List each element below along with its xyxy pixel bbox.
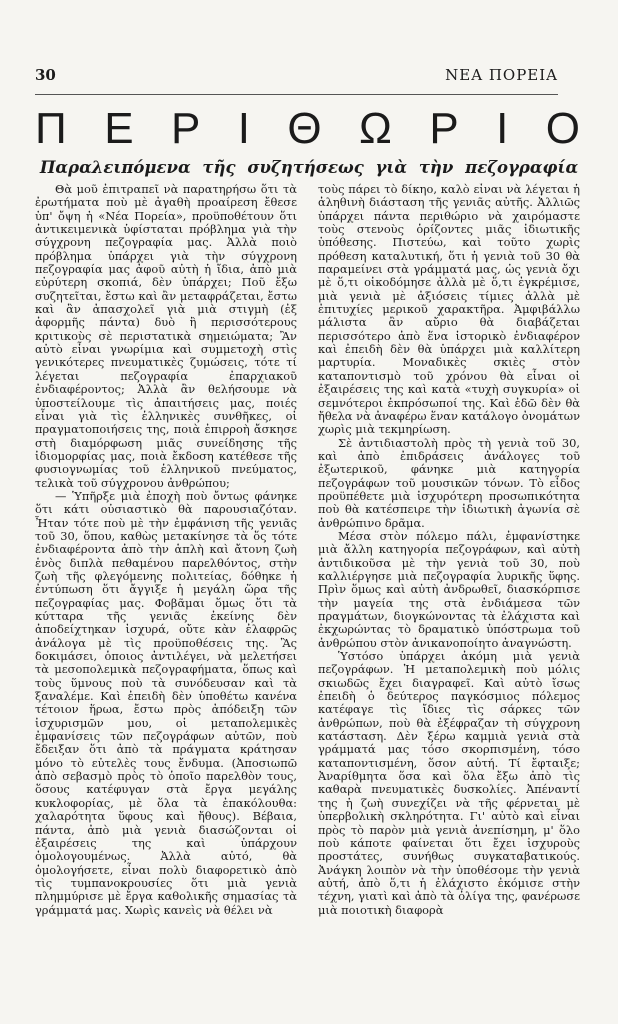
section-title-letter: Ω bbox=[359, 104, 392, 153]
section-title-letter: Ρ bbox=[170, 104, 201, 153]
paragraph: Μέσα στὸν πόλεμο πάλι, ἐμφανίστηκε μιὰ ἄλλη κατηγορία πεζογράφων, καὶ αὐτὴ ἀντιδικοῦσα μὲ τὴν γενιὰ τοῦ 30, ποὺ καλλιέργησε μιὰ πεζογραφία λυρικῆς ὕφης. Πρὶν ὅμως καὶ αὐτὴ ἀνδρωθεῖ, διασκόρπισε τὴν μαγεία της στὰ ἐνδιάμεσα τῶν πραγμάτων, διογκώνοντας τὰ ἐλάχιστα καὶ ἐκχωρώντας τὸ δραματικὸ ὑπόστρωμα τοῦ ἀνθρώπου στὸν ἀνικανοποίητο ἀναγνώστη. bbox=[318, 528, 580, 650]
paragraph: — Ὑπῆρξε μιὰ ἐποχὴ ποὺ ὄντως φάνηκε ὅτι κάτι οὐσιαστικὸ θὰ παρουσιαζόταν. Ἦταν τότε ποὺ μὲ τὴν ἐμφάνιση τῆς γενιᾶς τοῦ 30, ὅπου, καθὼς μετακίνησε τὰ ὅς τότε ἐνδιαφέροντα ἀπὸ τὴν ἁπλὴ καὶ ἄτονη ζωὴ ἑνὸς διπλὰ πεθαμένου παρελθόντος, στὴν ζωὴ τῆς φλεγόμενης πολιτείας, δόθηκε ἡ ἐντύπωση ὅτι ἄγγιξε ἡ μεγάλη ὥρα τῆς πεζογραφίας μας. Φοβᾶμαι ὅμως ὅτι τὰ κύτταρα τῆς γενιᾶς ἐκείνης δὲν ἀποδείχτηκαν ἰσχυρά, οὔτε κὰν ἐλαφρῶς ἀνάλογα μὲ τὶς προϋποθέσεις της. Ἂς δοκιμάσει, ὁποιος ἀντιλέγει, νὰ μελετήσει τὰ μεσοπολεμικὰ πεζογραφήματα, ὅπως καὶ τοὺς ὕμνους ποὺ τὰ συνόδευσαν καὶ τὰ ξαναλέμε. Καὶ ἐπειδὴ δὲν ὑποθέτω κανένα τέτοιον ἥρωα, ἔστω πρὸς ἀπόδειξη τῶν ἰσχυρισμῶν μου, οἱ μεταπολεμικὲς ἐμφανίσεις τῶν πεζογράφων αὐτῶν, ποὺ ἔδειξαν ὅτι ἀπὸ τὰ πράγματα κράτησαν μόνο τὸ εὐτελὲς τους ἔνδυμα. (Ἀποσιωπῶ ἀπὸ σεβασμὸ πρὸς τὸ ὁποῖο παρελθὸν τους, ὅσους κατέφυγαν στὰ ἔργα μεγάλης κυκλοφορίας, μὲ ὅλα τὰ ἐπακόλουθα: χαλαρότητα ὕφους καὶ ἤθους). Βέβαια, πάντα, ἀπὸ μιὰ γενιὰ διασώζονται οἱ ἐξαιρέσεις της καὶ ὑπάρχουν ὁμολογουμένως. Ἀλλὰ αὐτό, θὰ ὁμολογήσετε, εἶναι πολὺ διαφορετικὸ ἀπὸ τὶς τυμπανοκρουσίες ὅτι μιὰ γενιὰ πλημμύρισε μὲ ἔργα καθολικῆς σημασίας τὰ γράμματά μας. Χωρὶς κανεὶς νὰ θέλει νὰ bbox=[35, 488, 297, 917]
header-rule bbox=[35, 94, 558, 95]
section-title-letter: Θ bbox=[287, 104, 322, 153]
section-title-letter: Ε bbox=[104, 104, 134, 153]
left-column bbox=[35, 183, 297, 993]
page-number: 30 bbox=[35, 66, 56, 84]
paragraph: Ὑστόσο ὑπάρχει ἀκόμη μιὰ γενιὰ πεζογράφων. Ἡ μεταπολεμικὴ ποὺ μόλις σκιωδῶς ἔχει διαγραφεῖ. Καὶ αὐτὸ ἴσως ἐπειδὴ ὁ δεύτερος παγκόσμιος πόλεμος κατέφαγε τὶς ἴδιες τὶς σάρκες τῶν ἀνθρώπων, ποὺ θὰ ἐξέφραζαν τὴ σύγχρονη κατάσταση. Δὲν ξέρω καμμιὰ γενιὰ στὰ γράμματά μας τόσο σκορπισμένη, τόσο καταποντισμένη, ὅσον αὐτή. Τί ἔφταιξε; Ἀναρίθμητα ὅσα καὶ ὅλα ἔξω ἀπὸ τὶς καθαρὰ πνευματικὲς δυσκολίες. Ἀπέναντί της ἡ ζωὴ συνεχίζει νὰ τῆς φέρνεται μὲ ὑπερβολικὴ σκληρότητα. Γι' αὐτὸ καὶ εἶναι πρὸς τὸ παρὸν μιὰ γενιὰ ἀνεπίσημη, μ' ὅλο ποὺ κάποτε φαίνεται ὅτι ἔχει ἰσχυροὺς προστάτες, συνήθως συγκαταβατικούς. Ἀνάγκη λοιπὸν νὰ τὴν ὑποθέσομε τὴν γενιὰ αὐτή, ἀπὸ ὅ,τι ἡ ἐλάχιστο ἐκόμισε στὴν τέχνη, γιατὶ καὶ ἀπὸ τὰ ὀλίγα της, φανέρωσε μιὰ ποιοτικὴ διαφορὰ bbox=[318, 649, 580, 917]
right-column bbox=[318, 183, 580, 993]
section-title-letter: Ρ bbox=[429, 104, 459, 153]
section-title-letter: Ι bbox=[237, 104, 250, 153]
section-title-letter: Π bbox=[35, 104, 67, 153]
section-title-letter: Ι bbox=[496, 104, 509, 153]
article-subtitle: Παραλειπόμενα τῆς συζητήσεως γιὰ τὴν πεζογραφία bbox=[39, 158, 579, 177]
paragraph: τοὺς πάρει τὸ δίκηο, καλὸ εἶναι νὰ λέγεται ἡ ἀληθινὴ διάσταση τῆς γενιᾶς αὐτῆς. Ἀλλιῶς ὑπάρχει πάντα περιθώριο νὰ χαιρόμαστε τοὺς στενοὺς ὁρίζοντες μιᾶς ἰδιωτικῆς ὑπόθεσης. Πιστεύω, καὶ τοῦτο χωρὶς πρόθεση καταλυτική, ὅτι ἡ γενιὰ τοῦ 30 θὰ παραμείνει στὰ γράμματά μας, ὡς γενιὰ ὄχι μὲ ὅ,τι οἰκοδόμησε ἀλλὰ μὲ ὅ,τι ἐγκρέμισε, μιὰ γενιὰ μὲ ἀξιόσεις τίμιες ἀλλὰ μὲ ἐπιτυχίες μερικοῦ χαρακτῆρα. Ἀμφιβάλλω μάλιστα ἂν αὔριο θὰ διαβάζεται περισσότερο ἀπὸ ἕνα ἱστορικὸ ἐνδιαφέρον καὶ ἐπειδὴ δὲν θὰ ὑπάρχει μιὰ καλλίτερη μαρτυρία. Μοναδικὲς σκιὲς στὸν καταποντισμὸ τοῦ χρόνου θὰ εἶναι οἱ ἐξαιρέσεις της καὶ κατὰ «τυχὴ συγκυρία» οἱ σεμνότεροι ἐκπρόσωποί της. Καὶ ἐδῶ δὲν θὰ ἤθελα νὰ ἀναφέρω ἕναν κατάλογο ὀνομάτων χωρὶς μιὰ τεκμηρίωση. bbox=[318, 183, 580, 437]
section-title bbox=[35, 104, 580, 154]
journal-title: ΝΕΑ ΠΟΡΕΙΑ bbox=[445, 66, 558, 84]
paragraph: Θὰ μοῦ ἐπιτραπεῖ νὰ παρατηρήσω ὅτι τὰ ἐρωτήματα ποὺ μὲ ἀγαθὴ προαίρεση ἔθεσε ὑπ' ὄψη ἡ «Νέα Πορεία», προϋποθέτουν ὅτι ἀντικειμενικὰ ὑφίσταται πρόβλημα γιὰ τὴν σύγχρονη πεζογραφία μας. Ἀλλὰ ποιὸ πρόβλημα ὑπάρχει γιὰ τὴν σύγχρονη πεζογραφία μας ἀφοῦ αὐτὴ ἡ ἴδια, ἀπὸ μιὰ εὐρύτερη σκοπιά, δὲν ὑπάρχει; Ποῦ ἔξω συζητεῖται, ἔστω καὶ ἂν μεταφράζεται, ἔστω καὶ ἂν ἀπασχολεῖ γιὰ μιὰ στιγμὴ (ἐξ ἀφορμῆς πάντα) δυὸ ἢ περισσότερους κριτικοὺς σὲ περιστατικὰ σημειώματα; Ἂν αὐτὸ εἶναι γνωρίμια καὶ συμμετοχὴ στὶς γενικότερες πνευματικὲς ζυμώσεις, τότε τί λέγεται πεζογραφία ἐπαρχιακοῦ ἐνδιαφέροντος; Ἀλλὰ ἂν θελήσουμε νὰ ὑποστείλουμε τὶς ἀπαιτήσεις μας, ποιές εἶναι γιὰ τὶς ἑλληνικὲς συνθῆκες, οἱ πραγματοποιήσεις της, ποιὰ ἐπιρροὴ ἄσκησε στὴ διαμόρφωση μιᾶς συνείδησης τῆς ἰδιομορφίας μας, ποιὰ ἔκδοση κατέθεσε τῆς φυσιογνωμίας τοῦ ἑλληνικοῦ πνεύματος, τελικὰ τοῦ σύγχρονου ἀνθρώπου; bbox=[35, 183, 297, 490]
section-title-letter: Ο bbox=[545, 104, 580, 153]
page-header bbox=[35, 66, 558, 86]
paragraph: Σὲ ἀντιδιαστολὴ πρὸς τὴ γενιὰ τοῦ 30, καὶ ἀπὸ ἐπιδράσεις ἀνάλογες τοῦ ἐξωτερικοῦ, φάνηκε μιὰ κατηγορία πεζογράφων τοῦ μουσικῶν τόνων. Τὸ εἶδος προϋπέθετε μιὰ ἰσχυρότερη προσωπικότητα ποὺ θὰ κατέσπειρε τὴν ἰδιωτικὴ ἀγωνία σὲ ἀνθρώπινο δρᾶμα. bbox=[318, 435, 580, 530]
